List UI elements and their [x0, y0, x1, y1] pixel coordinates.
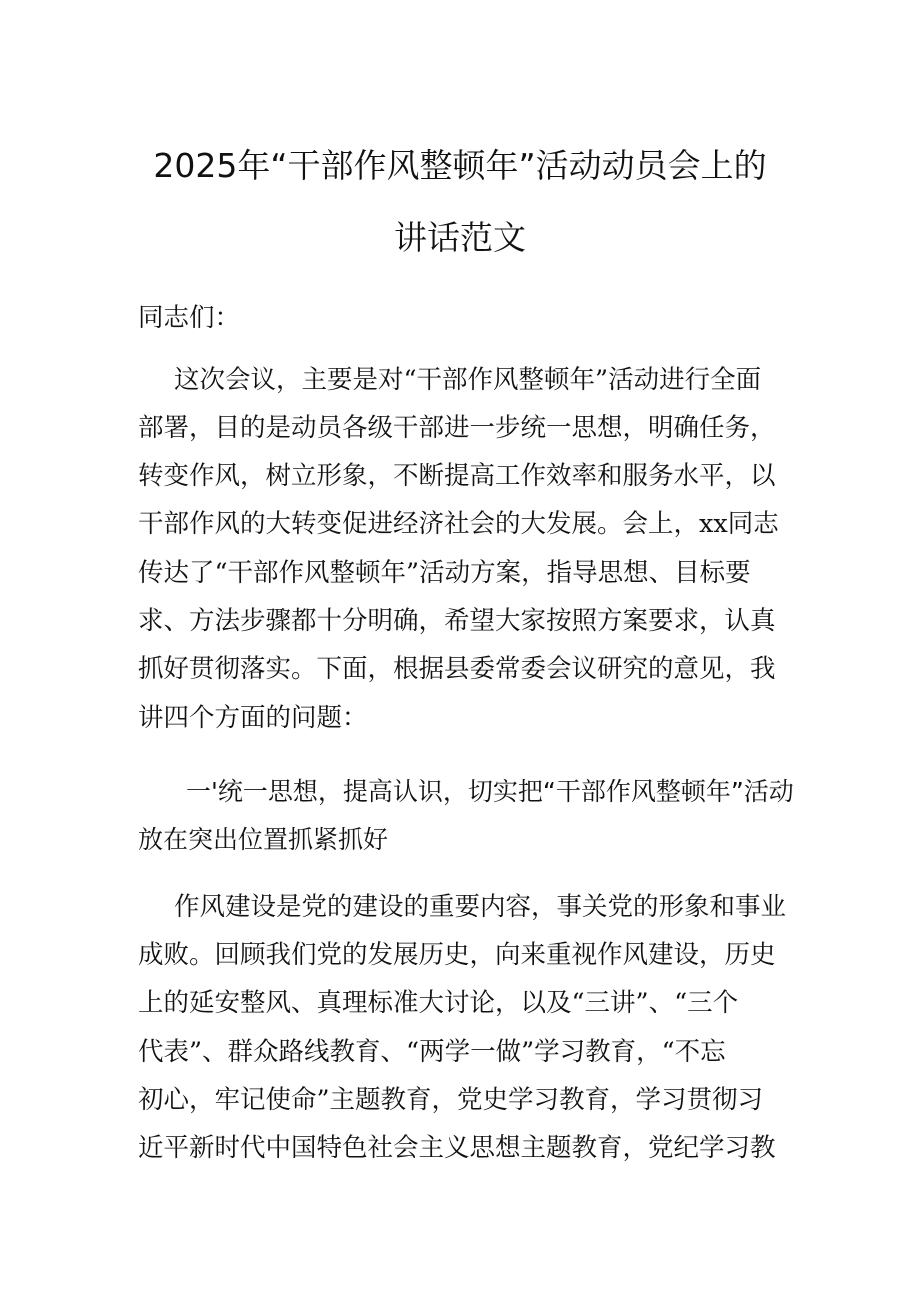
paragraph-2-line: 上的延安整风、真理标准大讨论，以及“三讲”、“三个 [138, 988, 739, 1018]
paragraph-1-line: 这次会议，主要是对“干部作风整顿年”活动进行全面 [174, 365, 762, 395]
section-heading-1-line: 放在突出位置抓紧抓好 [138, 825, 389, 854]
document-title-line-1: 2025年“干部作风整顿年”活动动员会上的 [153, 146, 767, 185]
paragraph-1-line: 求、方法步骤都十分明确，希望大家按照方案要求，认真 [138, 606, 776, 636]
paragraph-2-line: 作风建设是党的建设的重要内容，事关党的形象和事业 [174, 892, 787, 922]
paragraph-2-line: 成败。回顾我们党的发展历史，向来重视作风建设，历史 [138, 940, 776, 970]
paragraph-1-line: 干部作风的大转变促进经济社会的大发展。会上，xx同志 [138, 509, 779, 539]
paragraph-2-line: 初心，牢记使命”主题教育，党史学习教育，学习贯彻习 [138, 1085, 764, 1115]
paragraph-1-line: 讲四个方面的问题： [138, 703, 368, 733]
salutation: 同志们： [138, 303, 241, 333]
paragraph-2-line: 近平新时代中国特色社会主义思想主题教育，党纪学习教 [138, 1133, 776, 1163]
paragraph-2-line: 代表”、群众路线教育、“两学一做”学习教育，“不忘 [138, 1037, 726, 1067]
section-heading-1-line: 一'统一思想，提高认识，切实把“干部作风整顿年”活动 [186, 777, 794, 806]
paragraph-1-line: 部署，目的是动员各级干部进一步统一思想，明确任务， [138, 413, 776, 443]
paragraph-1-line: 抓好贯彻落实。下面，根据县委常委会议研究的意见，我 [138, 654, 776, 684]
paragraph-1-line: 转变作风，树立形象，不断提高工作效率和服务水平，以 [138, 461, 776, 491]
document-title-line-2: 讲话范文 [394, 218, 526, 257]
paragraph-1-line: 传达了“干部作风整顿年”活动方案，指导思想、目标要 [138, 558, 751, 588]
